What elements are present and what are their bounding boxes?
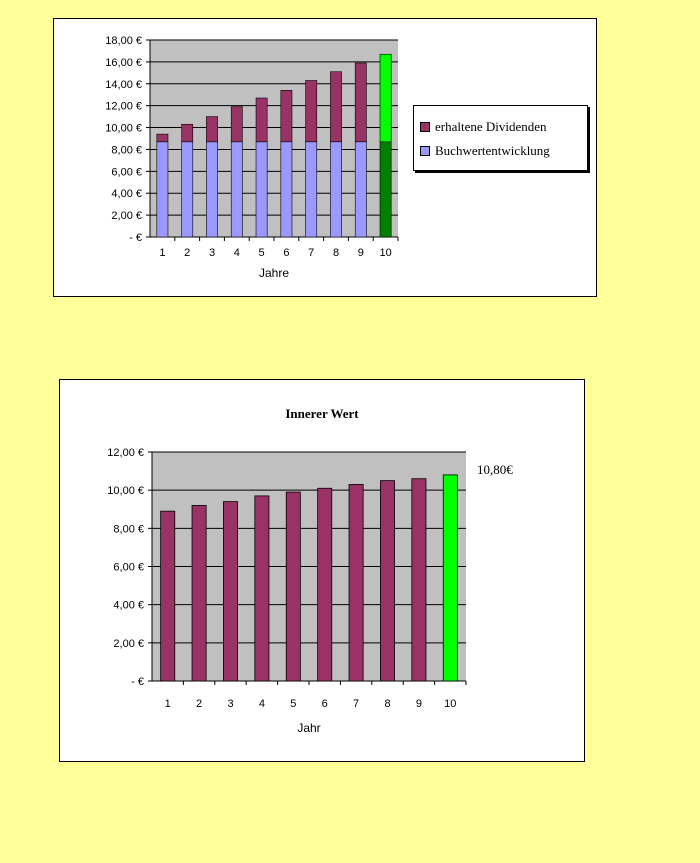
chart-2-bar xyxy=(443,475,457,681)
chart-1-bar-buchwert xyxy=(157,142,168,237)
chart-2-y-tick-label: 2,00 € xyxy=(113,637,144,650)
chart-1-bar-dividenden xyxy=(380,54,391,142)
chart-1-y-tick-label: 2,00 € xyxy=(111,210,142,223)
chart-1-x-axis-label: Jahre xyxy=(258,266,290,280)
chart-2-x-tick-label: 4 xyxy=(258,698,265,710)
chart-2-bar xyxy=(318,488,332,681)
chart-2-x-tick-label: 6 xyxy=(321,698,328,710)
chart-1-bar-buchwert xyxy=(380,142,391,237)
chart-2-bar xyxy=(380,481,394,681)
chart-1-bar-buchwert xyxy=(231,142,242,237)
chart-2-svg xyxy=(60,380,586,763)
chart-1-y-tick-label: 10,00 € xyxy=(105,122,142,135)
chart-2-y-tick-label: 4,00 € xyxy=(113,599,144,612)
chart-1-bar-buchwert xyxy=(256,142,267,237)
chart-1-bar-buchwert xyxy=(281,142,292,237)
chart-2-annotation: 10,80€ xyxy=(477,462,513,477)
chart-2-bar xyxy=(349,484,363,681)
chart-1-y-tick-label: 6,00 € xyxy=(111,166,142,179)
chart-2-bar xyxy=(286,492,300,681)
chart-1-bar-buchwert xyxy=(182,142,193,237)
legend-swatch-buchwert xyxy=(420,146,430,156)
chart-1-x-tick-label: 3 xyxy=(208,247,216,259)
chart-2-x-axis-label: Jahr xyxy=(297,721,321,735)
chart-2-panel xyxy=(59,379,585,762)
chart-1-bar-dividenden xyxy=(231,107,242,142)
chart-1-x-tick-label: 5 xyxy=(258,247,265,259)
chart-2-y-tick-label: - € xyxy=(131,676,144,688)
chart-1-panel xyxy=(53,18,597,297)
chart-2-y-tick-label: 6,00 € xyxy=(113,561,144,574)
chart-2-y-tick-label: 12,00 € xyxy=(107,447,144,459)
chart-1-bar-buchwert xyxy=(206,142,217,237)
chart-1-bar-dividenden xyxy=(306,80,317,141)
chart-1-y-tick-label: 8,00 € xyxy=(111,144,142,157)
legend-swatch-dividenden xyxy=(420,122,430,132)
chart-1-y-tick-label: 18,00 € xyxy=(105,35,142,47)
chart-2-bar xyxy=(412,479,426,681)
legend-item-dividenden xyxy=(420,119,547,135)
chart-1-x-tick-label: 4 xyxy=(233,247,240,259)
chart-1-bar-buchwert xyxy=(330,142,341,237)
chart-2-x-tick-label: 1 xyxy=(164,698,171,710)
chart-1-y-tick-label: 12,00 € xyxy=(105,100,142,113)
chart-1-bar-dividenden xyxy=(256,98,267,142)
chart-1-bar-dividenden xyxy=(157,134,168,142)
chart-1-legend xyxy=(413,105,588,171)
chart-2-x-tick-label: 5 xyxy=(290,698,297,710)
chart-1-bar-dividenden xyxy=(206,117,217,142)
chart-1-x-tick-label: 8 xyxy=(332,247,340,259)
chart-1-bar-buchwert xyxy=(306,142,317,237)
chart-2-bar xyxy=(255,496,269,681)
legend-item-buchwert xyxy=(420,143,550,159)
chart-2-bar xyxy=(223,502,237,681)
chart-2-x-tick-label: 9 xyxy=(415,698,422,710)
chart-2-title: Innerer Wert xyxy=(285,406,359,421)
chart-2-x-tick-label: 10 xyxy=(444,698,457,710)
chart-2-x-tick-label: 8 xyxy=(384,698,391,710)
chart-1-y-tick-label: 16,00 € xyxy=(105,56,142,69)
chart-1-y-tick-label: 4,00 € xyxy=(111,188,142,201)
chart-1-bar-buchwert xyxy=(355,142,366,237)
chart-1-bar-dividenden xyxy=(330,72,341,142)
chart-1-x-tick-label: 6 xyxy=(283,247,290,259)
chart-2-x-tick-label: 2 xyxy=(196,698,203,710)
chart-1-x-tick-label: 2 xyxy=(184,247,191,259)
chart-1-bar-dividenden xyxy=(182,124,193,142)
chart-1-y-tick-label: - € xyxy=(129,232,142,244)
chart-2-x-tick-label: 3 xyxy=(227,698,234,710)
chart-1-bar-dividenden xyxy=(281,90,292,141)
legend-label-buchwert: Buchwertentwicklung xyxy=(435,143,550,158)
legend-label-dividenden: erhaltene Dividenden xyxy=(435,119,547,134)
chart-2-x-tick-label: 7 xyxy=(353,698,360,710)
chart-1-x-tick-label: 10 xyxy=(379,247,392,259)
chart-1-bar-dividenden xyxy=(355,63,366,142)
chart-1-x-tick-label: 9 xyxy=(357,247,364,259)
chart-2-bar xyxy=(192,505,206,681)
chart-1-x-tick-label: 1 xyxy=(159,247,166,259)
chart-1-x-tick-label: 7 xyxy=(308,247,315,259)
chart-1-y-tick-label: 14,00 € xyxy=(105,78,142,91)
chart-2-y-tick-label: 8,00 € xyxy=(113,523,144,536)
chart-2-y-tick-label: 10,00 € xyxy=(107,485,144,498)
chart-2-bar xyxy=(161,511,175,681)
